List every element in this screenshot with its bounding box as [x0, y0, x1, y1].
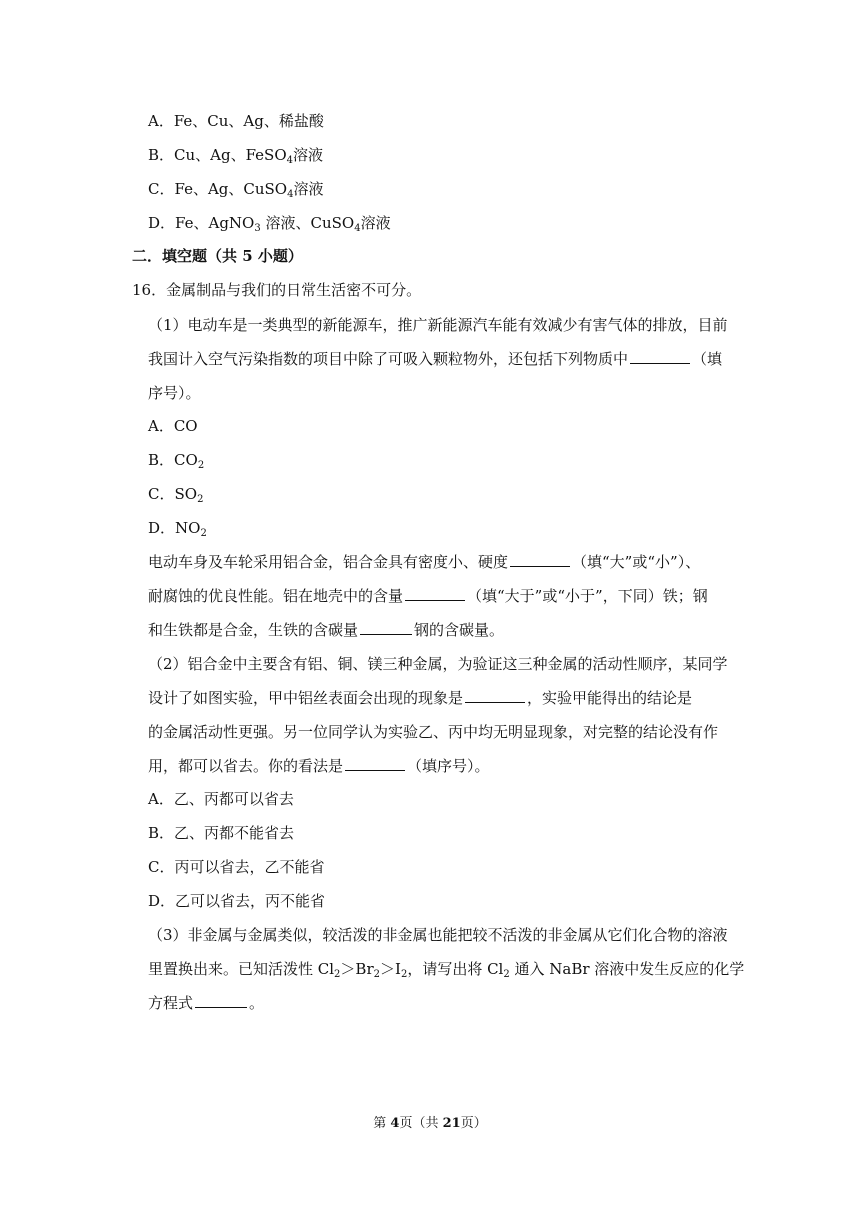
text: 和生铁都是合金，生铁的含碳量	[148, 621, 359, 639]
text: 设计了如图实验，甲中铝丝表面会出现的现象是	[148, 689, 464, 707]
q16-part3-line2	[148, 959, 744, 979]
answer-blank[interactable]	[195, 993, 247, 1008]
option-c-text: C．Fe、Ag、CuSO	[148, 180, 288, 198]
q16-part1-line2	[148, 349, 722, 369]
text: （填“大于”或“小于”，下同）铁；钢	[467, 587, 708, 605]
text: ，请写出将 Cl	[407, 960, 504, 978]
subscript: 3	[254, 223, 261, 234]
text: （填序号）。	[407, 757, 490, 775]
text: B．CO	[148, 451, 198, 469]
q16-part3-line3	[148, 993, 264, 1013]
text: ＞Br	[340, 960, 374, 978]
section-title: 二．填空题（共 5 小题）	[132, 247, 303, 265]
option-b	[148, 145, 323, 165]
option-c-suffix: 溶液	[293, 180, 324, 198]
subscript: 2	[373, 969, 380, 980]
q16-option-b	[148, 450, 204, 470]
q16-part2-option-b: B．乙、丙都不能省去	[148, 824, 295, 842]
text: 第	[373, 1116, 391, 1131]
option-a	[148, 111, 324, 131]
total-pages: 21	[442, 1116, 461, 1131]
q16-part2-line2	[148, 688, 692, 708]
subscript: 4	[286, 155, 294, 166]
answer-blank[interactable]	[405, 586, 465, 601]
option-d-suffix: 溶液	[360, 214, 391, 232]
subscript: 2	[197, 460, 205, 471]
q16-part1-line3: 序号）。	[148, 384, 201, 402]
option-a-text: A．Fe、Cu、Ag、稀盐酸	[148, 112, 324, 130]
option-b-text: B．Cu、Ag、FeSO	[148, 146, 287, 164]
text: 通入 NaBr 溶液中发生反应的化学	[509, 960, 745, 978]
question-16-stem: 16．金属制品与我们的日常生活密不可分。	[132, 281, 422, 299]
page-footer	[0, 1112, 860, 1131]
text: 。	[249, 994, 265, 1012]
q16-part2-line4	[148, 756, 490, 776]
text: （填“大”或“小”）、	[572, 553, 701, 571]
option-d	[148, 213, 391, 233]
q16-part1-line5	[148, 586, 708, 606]
text: 电动车身及车轮采用铝合金，铝合金具有密度小、硬度	[148, 553, 509, 571]
text: 里置换出来。已知活泼性 Cl	[148, 960, 335, 978]
text: ，实验甲能得出的结论是	[527, 689, 693, 707]
subscript: 4	[287, 189, 294, 200]
answer-blank[interactable]	[630, 349, 690, 364]
subscript: 2	[197, 494, 204, 505]
q16-option-c	[148, 484, 203, 504]
q16-part1-line1: （1）电动车是一类典型的新能源车，推广新能源汽车能有效减少有害气体的排放，目前	[148, 316, 728, 334]
subscript: 4	[354, 223, 361, 234]
q16-part2-line3: 的金属活动性更强。另一位同学认为实验乙、丙中均无明显现象，对完整的结论没有作	[148, 723, 719, 741]
answer-blank[interactable]	[510, 552, 570, 567]
text: 方程式	[148, 994, 194, 1012]
q16-part2-line1: （2）铝合金中主要含有铝、铜、镁三种金属，为验证这三种金属的活动性顺序，某同学	[148, 655, 728, 673]
text: 耐腐蚀的优良性能。铝在地壳中的含量	[148, 587, 404, 605]
q16-part1-line4	[148, 552, 700, 572]
subscript: 2	[334, 969, 341, 980]
option-d-text: D．Fe、AgNO	[148, 214, 255, 232]
q16-part2-option-d: D．乙可以省去，丙不能省	[148, 892, 326, 910]
answer-blank[interactable]	[465, 688, 525, 703]
text: （填	[692, 350, 723, 368]
subscript: 2	[400, 969, 408, 980]
text: 我国计入空气污染指数的项目中除了可吸入颗粒物外，还包括下列物质中	[148, 350, 629, 368]
q16-option-a: A．CO	[148, 417, 198, 435]
subscript: 2	[503, 969, 510, 980]
text: 页）	[460, 1116, 487, 1131]
q16-part3-line1: （3）非金属与金属类似，较活泼的非金属也能把较不活泼的非金属从它们化合物的溶液	[148, 926, 728, 944]
q16-part2-option-c: C．丙可以省去，乙不能省	[148, 858, 325, 876]
page-number: 4	[390, 1116, 400, 1131]
text: C．SO	[148, 485, 198, 503]
option-c	[148, 179, 323, 199]
q16-part1-line6	[148, 620, 504, 640]
option-d-mid: 溶液、CuSO	[260, 214, 355, 232]
answer-blank[interactable]	[360, 620, 412, 635]
subscript: 2	[200, 528, 207, 539]
text: D．NO	[148, 519, 201, 537]
text: 钢的含碳量。	[414, 621, 505, 639]
answer-blank[interactable]	[345, 756, 405, 771]
text: 页（共	[399, 1116, 443, 1131]
text: ＞I	[380, 960, 401, 978]
q16-option-d	[148, 518, 207, 538]
text: 用，都可以省去。你的看法是	[148, 757, 344, 775]
option-b-suffix: 溶液	[293, 146, 324, 164]
q16-part2-option-a: A．乙、丙都可以省去	[148, 790, 294, 808]
